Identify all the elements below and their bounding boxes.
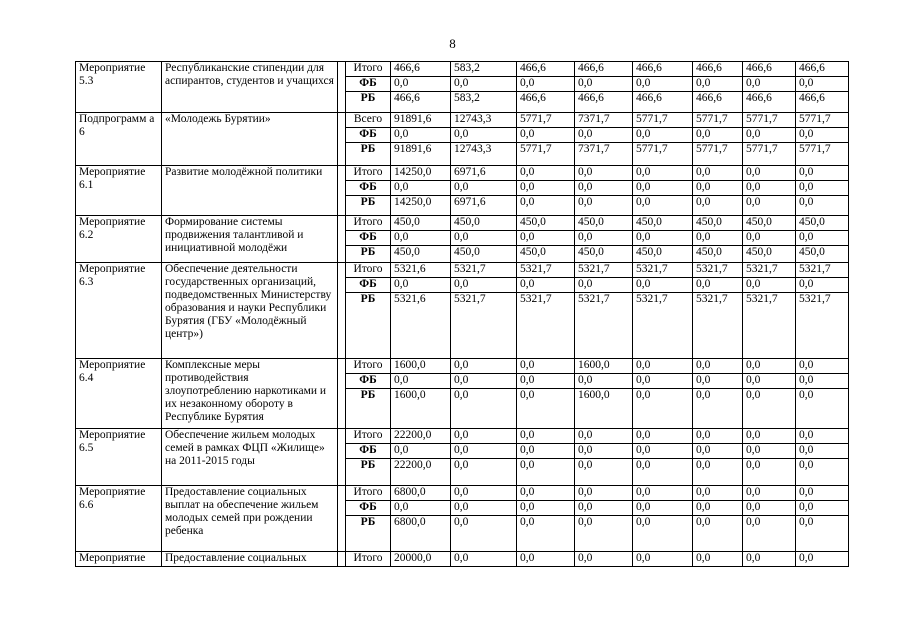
amount-cell: 0,0 bbox=[517, 77, 575, 92]
amount-cell: 0,0 bbox=[693, 501, 743, 516]
amount-cell: 5771,7 bbox=[796, 143, 849, 166]
amount-cell: 0,0 bbox=[575, 459, 633, 486]
amount-cell: 0,0 bbox=[693, 128, 743, 143]
amount-cell: 0,0 bbox=[693, 181, 743, 196]
amount-cell: 0,0 bbox=[633, 389, 693, 429]
amount-cell: 5771,7 bbox=[796, 113, 849, 128]
amount-cell: 0,0 bbox=[633, 77, 693, 92]
budget-table bbox=[75, 61, 849, 567]
amount-cell: 0,0 bbox=[575, 374, 633, 389]
amount-cell: 450,0 bbox=[451, 216, 517, 231]
amount-cell: 5321,7 bbox=[633, 293, 693, 359]
amount-cell: 0,0 bbox=[633, 444, 693, 459]
amount-cell: 5321,7 bbox=[743, 263, 796, 278]
amount-cell: 0,0 bbox=[743, 196, 796, 216]
event-label: Мероприятие 6.6 bbox=[76, 486, 162, 552]
amount-cell: 5321,7 bbox=[633, 263, 693, 278]
amount-cell: 0,0 bbox=[451, 552, 517, 567]
amount-cell: 0,0 bbox=[743, 128, 796, 143]
amount-cell: 0,0 bbox=[391, 444, 451, 459]
amount-cell: 91891,6 bbox=[391, 113, 451, 128]
amount-cell: 466,6 bbox=[633, 62, 693, 77]
event-name: Формирование системы продвижения талантливой и инициативной молодёжи bbox=[162, 216, 338, 263]
amount-cell: 0,0 bbox=[391, 128, 451, 143]
amount-cell: 5321,7 bbox=[575, 263, 633, 278]
amount-cell: 6971,6 bbox=[451, 196, 517, 216]
amount-cell: 0,0 bbox=[693, 77, 743, 92]
page-number: 8 bbox=[449, 36, 456, 51]
amount-cell: 5321,7 bbox=[451, 293, 517, 359]
amount-cell: 5321,7 bbox=[693, 293, 743, 359]
amount-cell: 0,0 bbox=[796, 128, 849, 143]
amount-cell: 0,0 bbox=[451, 374, 517, 389]
amount-cell: 6971,6 bbox=[451, 166, 517, 181]
amount-cell: 0,0 bbox=[575, 231, 633, 246]
event-label: Мероприятие bbox=[76, 552, 162, 567]
table-row bbox=[76, 429, 849, 444]
amount-cell: 0,0 bbox=[517, 278, 575, 293]
amount-cell: 0,0 bbox=[633, 196, 693, 216]
amount-cell: 22200,0 bbox=[391, 429, 451, 444]
amount-cell: 0,0 bbox=[517, 552, 575, 567]
amount-cell: 5321,7 bbox=[693, 263, 743, 278]
amount-cell: 0,0 bbox=[743, 278, 796, 293]
amount-cell: 0,0 bbox=[693, 459, 743, 486]
amount-cell: 466,6 bbox=[575, 92, 633, 113]
amount-cell: 0,0 bbox=[743, 77, 796, 92]
amount-cell: 583,2 bbox=[451, 92, 517, 113]
amount-cell: 0,0 bbox=[391, 231, 451, 246]
amount-cell: 0,0 bbox=[517, 196, 575, 216]
column-gap bbox=[338, 113, 346, 166]
funding-source: ФБ bbox=[346, 444, 391, 459]
funding-source: Итого bbox=[346, 263, 391, 278]
amount-cell: 0,0 bbox=[743, 552, 796, 567]
funding-source: РБ bbox=[346, 143, 391, 166]
amount-cell: 5321,7 bbox=[796, 263, 849, 278]
event-name: Предоставление социальных выплат на обеспечение жильем молодых семей при рождении ребенка bbox=[162, 486, 338, 552]
amount-cell: 0,0 bbox=[743, 359, 796, 374]
amount-cell: 0,0 bbox=[517, 486, 575, 501]
column-gap bbox=[338, 62, 346, 113]
amount-cell: 0,0 bbox=[743, 374, 796, 389]
amount-cell: 0,0 bbox=[451, 486, 517, 501]
amount-cell: 450,0 bbox=[391, 216, 451, 231]
amount-cell: 5321,7 bbox=[451, 263, 517, 278]
amount-cell: 0,0 bbox=[796, 501, 849, 516]
amount-cell: 450,0 bbox=[517, 216, 575, 231]
amount-cell: 5771,7 bbox=[693, 113, 743, 128]
funding-source: РБ bbox=[346, 389, 391, 429]
table-row bbox=[76, 113, 849, 128]
amount-cell: 0,0 bbox=[451, 516, 517, 552]
amount-cell: 0,0 bbox=[451, 278, 517, 293]
funding-source: ФБ bbox=[346, 128, 391, 143]
amount-cell: 466,6 bbox=[391, 62, 451, 77]
amount-cell: 0,0 bbox=[517, 359, 575, 374]
amount-cell: 450,0 bbox=[743, 246, 796, 263]
amount-cell: 0,0 bbox=[743, 516, 796, 552]
amount-cell: 466,6 bbox=[575, 62, 633, 77]
amount-cell: 5321,7 bbox=[743, 293, 796, 359]
amount-cell: 0,0 bbox=[517, 459, 575, 486]
amount-cell: 5321,7 bbox=[517, 263, 575, 278]
table-row bbox=[76, 62, 849, 77]
table-row bbox=[76, 359, 849, 374]
amount-cell: 5321,6 bbox=[391, 293, 451, 359]
amount-cell: 1600,0 bbox=[575, 359, 633, 374]
amount-cell: 1600,0 bbox=[391, 389, 451, 429]
event-label: Подпрограмм а 6 bbox=[76, 113, 162, 166]
amount-cell: 0,0 bbox=[693, 166, 743, 181]
column-gap bbox=[338, 359, 346, 429]
amount-cell: 5771,7 bbox=[633, 143, 693, 166]
amount-cell: 5321,7 bbox=[796, 293, 849, 359]
amount-cell: 0,0 bbox=[451, 128, 517, 143]
amount-cell: 0,0 bbox=[743, 429, 796, 444]
amount-cell: 1600,0 bbox=[391, 359, 451, 374]
amount-cell: 0,0 bbox=[796, 359, 849, 374]
amount-cell: 1600,0 bbox=[575, 389, 633, 429]
amount-cell: 450,0 bbox=[796, 216, 849, 231]
amount-cell: 0,0 bbox=[693, 389, 743, 429]
amount-cell: 0,0 bbox=[796, 374, 849, 389]
amount-cell: 5771,7 bbox=[743, 113, 796, 128]
amount-cell: 583,2 bbox=[451, 62, 517, 77]
column-gap bbox=[338, 486, 346, 552]
event-label: Мероприятие 6.3 bbox=[76, 263, 162, 359]
amount-cell: 450,0 bbox=[693, 246, 743, 263]
amount-cell: 0,0 bbox=[575, 486, 633, 501]
amount-cell: 0,0 bbox=[693, 278, 743, 293]
event-name: Комплексные меры противодействия злоупотреблению наркотиками и их незаконному обороту в Республике Бурятия bbox=[162, 359, 338, 429]
amount-cell: 0,0 bbox=[693, 196, 743, 216]
amount-cell: 0,0 bbox=[633, 459, 693, 486]
amount-cell: 0,0 bbox=[633, 486, 693, 501]
amount-cell: 0,0 bbox=[633, 181, 693, 196]
amount-cell: 5771,7 bbox=[517, 143, 575, 166]
amount-cell: 0,0 bbox=[575, 166, 633, 181]
amount-cell: 12743,3 bbox=[451, 143, 517, 166]
amount-cell: 466,6 bbox=[796, 62, 849, 77]
table-row bbox=[76, 166, 849, 181]
amount-cell: 0,0 bbox=[451, 501, 517, 516]
event-label: Мероприятие 5.3 bbox=[76, 62, 162, 113]
amount-cell: 450,0 bbox=[575, 216, 633, 231]
amount-cell: 0,0 bbox=[451, 181, 517, 196]
funding-source: ФБ bbox=[346, 77, 391, 92]
amount-cell: 0,0 bbox=[451, 444, 517, 459]
funding-source: РБ bbox=[346, 92, 391, 113]
amount-cell: 0,0 bbox=[796, 444, 849, 459]
amount-cell: 0,0 bbox=[633, 429, 693, 444]
amount-cell: 0,0 bbox=[796, 516, 849, 552]
amount-cell: 5771,7 bbox=[517, 113, 575, 128]
amount-cell: 0,0 bbox=[743, 231, 796, 246]
amount-cell: 0,0 bbox=[796, 196, 849, 216]
amount-cell: 0,0 bbox=[575, 501, 633, 516]
amount-cell: 0,0 bbox=[633, 128, 693, 143]
column-gap bbox=[338, 263, 346, 359]
amount-cell: 0,0 bbox=[575, 128, 633, 143]
funding-source: РБ bbox=[346, 516, 391, 552]
amount-cell: 0,0 bbox=[633, 552, 693, 567]
amount-cell: 0,0 bbox=[743, 389, 796, 429]
funding-source: Итого bbox=[346, 166, 391, 181]
amount-cell: 0,0 bbox=[391, 77, 451, 92]
amount-cell: 0,0 bbox=[517, 231, 575, 246]
amount-cell: 0,0 bbox=[517, 516, 575, 552]
amount-cell: 0,0 bbox=[796, 181, 849, 196]
amount-cell: 0,0 bbox=[743, 444, 796, 459]
amount-cell: 14250,0 bbox=[391, 166, 451, 181]
amount-cell: 0,0 bbox=[633, 166, 693, 181]
amount-cell: 0,0 bbox=[693, 429, 743, 444]
table-row bbox=[76, 216, 849, 231]
amount-cell: 0,0 bbox=[693, 444, 743, 459]
amount-cell: 0,0 bbox=[693, 374, 743, 389]
amount-cell: 0,0 bbox=[391, 181, 451, 196]
amount-cell: 20000,0 bbox=[391, 552, 451, 567]
amount-cell: 0,0 bbox=[796, 166, 849, 181]
amount-cell: 0,0 bbox=[633, 501, 693, 516]
amount-cell: 0,0 bbox=[517, 444, 575, 459]
amount-cell: 0,0 bbox=[451, 459, 517, 486]
event-name: Республиканские стипендии для аспирантов, студентов и учащихся bbox=[162, 62, 338, 113]
amount-cell: 91891,6 bbox=[391, 143, 451, 166]
amount-cell: 0,0 bbox=[633, 516, 693, 552]
amount-cell: 0,0 bbox=[633, 278, 693, 293]
amount-cell: 0,0 bbox=[796, 278, 849, 293]
funding-source: РБ bbox=[346, 459, 391, 486]
column-gap bbox=[338, 429, 346, 486]
funding-source: ФБ bbox=[346, 181, 391, 196]
amount-cell: 5771,7 bbox=[693, 143, 743, 166]
amount-cell: 0,0 bbox=[796, 459, 849, 486]
amount-cell: 0,0 bbox=[693, 486, 743, 501]
funding-source: РБ bbox=[346, 293, 391, 359]
amount-cell: 0,0 bbox=[575, 444, 633, 459]
event-name: Развитие молодёжной политики bbox=[162, 166, 338, 216]
amount-cell: 0,0 bbox=[517, 374, 575, 389]
amount-cell: 0,0 bbox=[451, 429, 517, 444]
amount-cell: 0,0 bbox=[796, 552, 849, 567]
amount-cell: 0,0 bbox=[517, 166, 575, 181]
amount-cell: 0,0 bbox=[693, 231, 743, 246]
amount-cell: 450,0 bbox=[575, 246, 633, 263]
amount-cell: 0,0 bbox=[451, 231, 517, 246]
funding-source: РБ bbox=[346, 246, 391, 263]
funding-source: ФБ bbox=[346, 374, 391, 389]
event-label: Мероприятие 6.2 bbox=[76, 216, 162, 263]
amount-cell: 0,0 bbox=[517, 389, 575, 429]
funding-source: ФБ bbox=[346, 231, 391, 246]
amount-cell: 450,0 bbox=[796, 246, 849, 263]
amount-cell: 0,0 bbox=[743, 501, 796, 516]
amount-cell: 0,0 bbox=[575, 429, 633, 444]
event-label: Мероприятие 6.5 bbox=[76, 429, 162, 486]
amount-cell: 0,0 bbox=[575, 196, 633, 216]
amount-cell: 466,6 bbox=[391, 92, 451, 113]
amount-cell: 12743,3 bbox=[451, 113, 517, 128]
amount-cell: 0,0 bbox=[391, 374, 451, 389]
amount-cell: 0,0 bbox=[517, 501, 575, 516]
amount-cell: 450,0 bbox=[517, 246, 575, 263]
amount-cell: 0,0 bbox=[575, 516, 633, 552]
table-row bbox=[76, 552, 849, 567]
column-gap bbox=[338, 166, 346, 216]
funding-source: ФБ bbox=[346, 501, 391, 516]
amount-cell: 450,0 bbox=[633, 246, 693, 263]
amount-cell: 0,0 bbox=[796, 231, 849, 246]
amount-cell: 466,6 bbox=[693, 92, 743, 113]
amount-cell: 450,0 bbox=[743, 216, 796, 231]
funding-source: Итого bbox=[346, 62, 391, 77]
amount-cell: 0,0 bbox=[517, 181, 575, 196]
amount-cell: 0,0 bbox=[693, 552, 743, 567]
amount-cell: 0,0 bbox=[575, 552, 633, 567]
amount-cell: 0,0 bbox=[796, 486, 849, 501]
amount-cell: 0,0 bbox=[517, 128, 575, 143]
amount-cell: 466,6 bbox=[517, 62, 575, 77]
event-name: Обеспечение деятельности государственных организаций, подведомственных Министерству образования и науки Республики Бурятия (ГБУ «Молодёжный центр») bbox=[162, 263, 338, 359]
amount-cell: 0,0 bbox=[796, 389, 849, 429]
amount-cell: 6800,0 bbox=[391, 516, 451, 552]
amount-cell: 0,0 bbox=[743, 181, 796, 196]
amount-cell: 0,0 bbox=[391, 501, 451, 516]
amount-cell: 0,0 bbox=[633, 374, 693, 389]
amount-cell: 466,6 bbox=[796, 92, 849, 113]
funding-source: Итого bbox=[346, 216, 391, 231]
amount-cell: 5321,7 bbox=[575, 293, 633, 359]
amount-cell: 466,6 bbox=[517, 92, 575, 113]
amount-cell: 0,0 bbox=[693, 516, 743, 552]
column-gap bbox=[338, 216, 346, 263]
event-label: Мероприятие 6.1 bbox=[76, 166, 162, 216]
amount-cell: 7371,7 bbox=[575, 113, 633, 128]
amount-cell: 5321,6 bbox=[391, 263, 451, 278]
amount-cell: 450,0 bbox=[451, 246, 517, 263]
amount-cell: 0,0 bbox=[575, 278, 633, 293]
amount-cell: 5321,7 bbox=[517, 293, 575, 359]
amount-cell: 0,0 bbox=[796, 429, 849, 444]
event-name: Обеспечение жильем молодых семей в рамках ФЦП «Жилище» на 2011-2015 годы bbox=[162, 429, 338, 486]
amount-cell: 0,0 bbox=[575, 181, 633, 196]
amount-cell: 466,6 bbox=[743, 92, 796, 113]
amount-cell: 0,0 bbox=[517, 429, 575, 444]
funding-source: Всего bbox=[346, 113, 391, 128]
amount-cell: 0,0 bbox=[575, 77, 633, 92]
amount-cell: 0,0 bbox=[633, 231, 693, 246]
amount-cell: 0,0 bbox=[743, 486, 796, 501]
event-name: «Молодежь Бурятии» bbox=[162, 113, 338, 166]
amount-cell: 0,0 bbox=[451, 389, 517, 429]
amount-cell: 0,0 bbox=[743, 459, 796, 486]
amount-cell: 450,0 bbox=[693, 216, 743, 231]
amount-cell: 14250,0 bbox=[391, 196, 451, 216]
amount-cell: 5771,7 bbox=[633, 113, 693, 128]
column-gap bbox=[338, 552, 346, 567]
funding-source: Итого bbox=[346, 359, 391, 374]
amount-cell: 466,6 bbox=[743, 62, 796, 77]
amount-cell: 0,0 bbox=[451, 77, 517, 92]
amount-cell: 6800,0 bbox=[391, 486, 451, 501]
table-row bbox=[76, 486, 849, 501]
funding-source: Итого bbox=[346, 429, 391, 444]
funding-source: РБ bbox=[346, 196, 391, 216]
funding-source: Итого bbox=[346, 486, 391, 501]
amount-cell: 466,6 bbox=[633, 92, 693, 113]
funding-source: Итого bbox=[346, 552, 391, 567]
amount-cell: 0,0 bbox=[796, 77, 849, 92]
amount-cell: 0,0 bbox=[743, 166, 796, 181]
amount-cell: 0,0 bbox=[633, 359, 693, 374]
amount-cell: 0,0 bbox=[693, 359, 743, 374]
amount-cell: 450,0 bbox=[633, 216, 693, 231]
event-label: Мероприятие 6.4 bbox=[76, 359, 162, 429]
amount-cell: 0,0 bbox=[451, 359, 517, 374]
amount-cell: 450,0 bbox=[391, 246, 451, 263]
amount-cell: 466,6 bbox=[693, 62, 743, 77]
amount-cell: 0,0 bbox=[391, 278, 451, 293]
amount-cell: 5771,7 bbox=[743, 143, 796, 166]
amount-cell: 22200,0 bbox=[391, 459, 451, 486]
table-row bbox=[76, 263, 849, 278]
amount-cell: 7371,7 bbox=[575, 143, 633, 166]
funding-source: ФБ bbox=[346, 278, 391, 293]
event-name: Предоставление социальных bbox=[162, 552, 338, 567]
